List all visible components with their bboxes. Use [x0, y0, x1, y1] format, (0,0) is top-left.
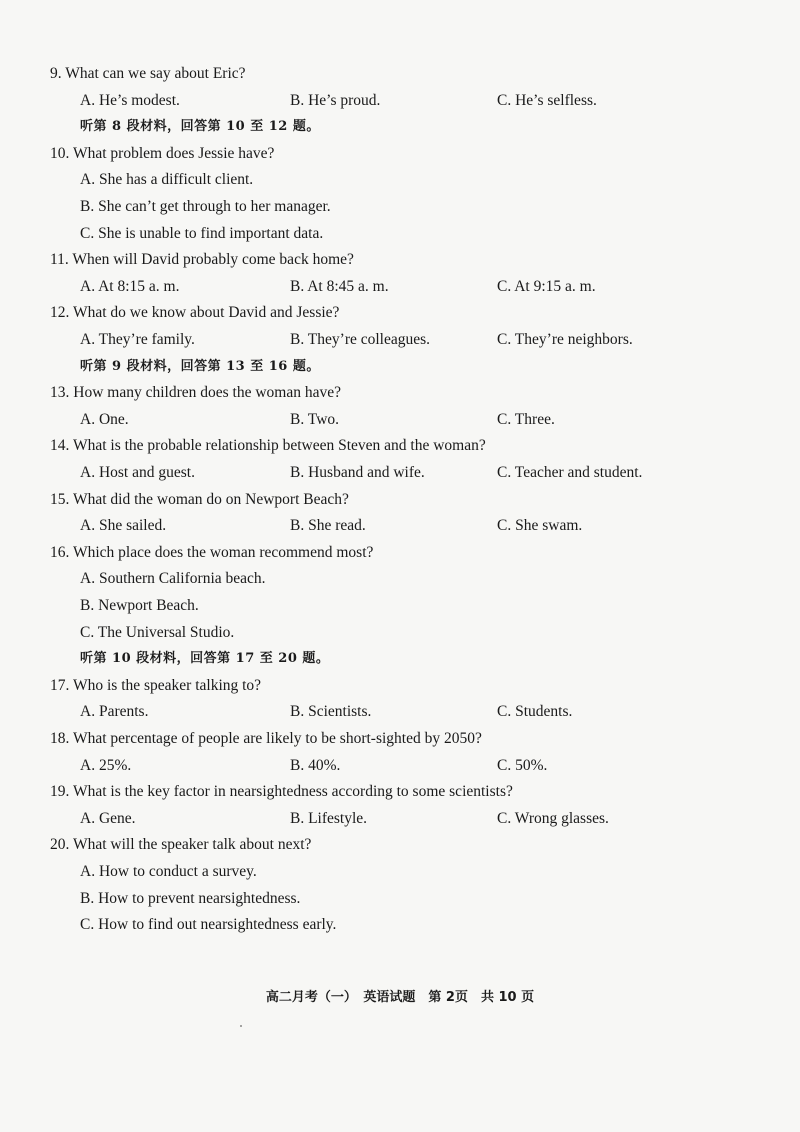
option: C. How to find out nearsightedness early.	[80, 916, 337, 933]
option-c: C. At 9:15 a. m.	[497, 278, 596, 295]
option: A. Southern California beach.	[80, 570, 266, 587]
question: 14. What is the probable relationship between Steven and the woman?	[50, 437, 486, 454]
option-c: C. Students.	[497, 703, 573, 720]
option-b: B. Lifestyle.	[290, 810, 368, 827]
option: A. She has a difficult client.	[80, 171, 254, 188]
section-instruction: 听第 9 段材料，回答第 13 至 16 题。	[80, 359, 320, 374]
section-instruction: 听第 10 段材料，回答第 17 至 20 题。	[80, 651, 330, 666]
option: C. The Universal Studio.	[80, 624, 235, 641]
option: B. Newport Beach.	[80, 597, 199, 614]
option-b: B. Two.	[290, 411, 340, 428]
question: 16. Which place does the woman recommend most?	[50, 544, 374, 561]
option-b: B. He’s proud.	[290, 92, 381, 109]
option-c: C. 50%.	[497, 757, 548, 774]
scan-speck	[240, 1025, 242, 1027]
question: 13. How many children does the woman have?	[50, 384, 341, 401]
question: 20. What will the speaker talk about next?	[50, 836, 312, 853]
section-instruction: 听第 8 段材料，回答第 10 至 12 题。	[80, 119, 320, 134]
option-a: A. They’re family.	[80, 331, 195, 348]
option-a: A. One.	[80, 411, 129, 428]
question: 15. What did the woman do on Newport Beach?	[50, 491, 349, 508]
option-c: C. Teacher and student.	[497, 464, 643, 481]
option-b: B. 40%.	[290, 757, 341, 774]
question: 9. What can we say about Eric?	[50, 65, 246, 82]
option: B. How to prevent nearsightedness.	[80, 890, 301, 907]
option: C. She is unable to find important data.	[80, 225, 324, 242]
option-a: A. He’s modest.	[80, 92, 180, 109]
option-a: A. At 8:15 a. m.	[80, 278, 180, 295]
question: 18. What percentage of people are likely to be short-sighted by 2050?	[50, 730, 482, 747]
option-a: A. Gene.	[80, 810, 136, 827]
option-b: B. They’re colleagues.	[290, 331, 431, 348]
option-a: A. 25%.	[80, 757, 132, 774]
option-a: A. Host and guest.	[80, 464, 195, 481]
option-b: B. At 8:45 a. m.	[290, 278, 389, 295]
option-c: C. Three.	[497, 411, 555, 428]
option-b: B. Husband and wife.	[290, 464, 425, 481]
question: 12. What do we know about David and Jessie?	[50, 304, 340, 321]
question: 19. What is the key factor in nearsightedness according to some scientists?	[50, 783, 513, 800]
option-b: B. She read.	[290, 517, 366, 534]
page-footer: 高二月考（一） 英语试题 第 2页 共 10 页	[265, 990, 535, 1005]
option-c: C. They’re neighbors.	[497, 331, 633, 348]
option-c: C. He’s selfless.	[497, 92, 597, 109]
option-b: B. Scientists.	[290, 703, 372, 720]
option-a: A. She sailed.	[80, 517, 167, 534]
option: B. She can’t get through to her manager.	[80, 198, 331, 215]
option: A. How to conduct a survey.	[80, 863, 257, 880]
question: 10. What problem does Jessie have?	[50, 145, 275, 162]
question: 11. When will David probably come back home?	[50, 251, 354, 268]
option-c: C. She swam.	[497, 517, 583, 534]
option-c: C. Wrong glasses.	[497, 810, 609, 827]
question: 17. Who is the speaker talking to?	[50, 677, 262, 694]
option-a: A. Parents.	[80, 703, 149, 720]
